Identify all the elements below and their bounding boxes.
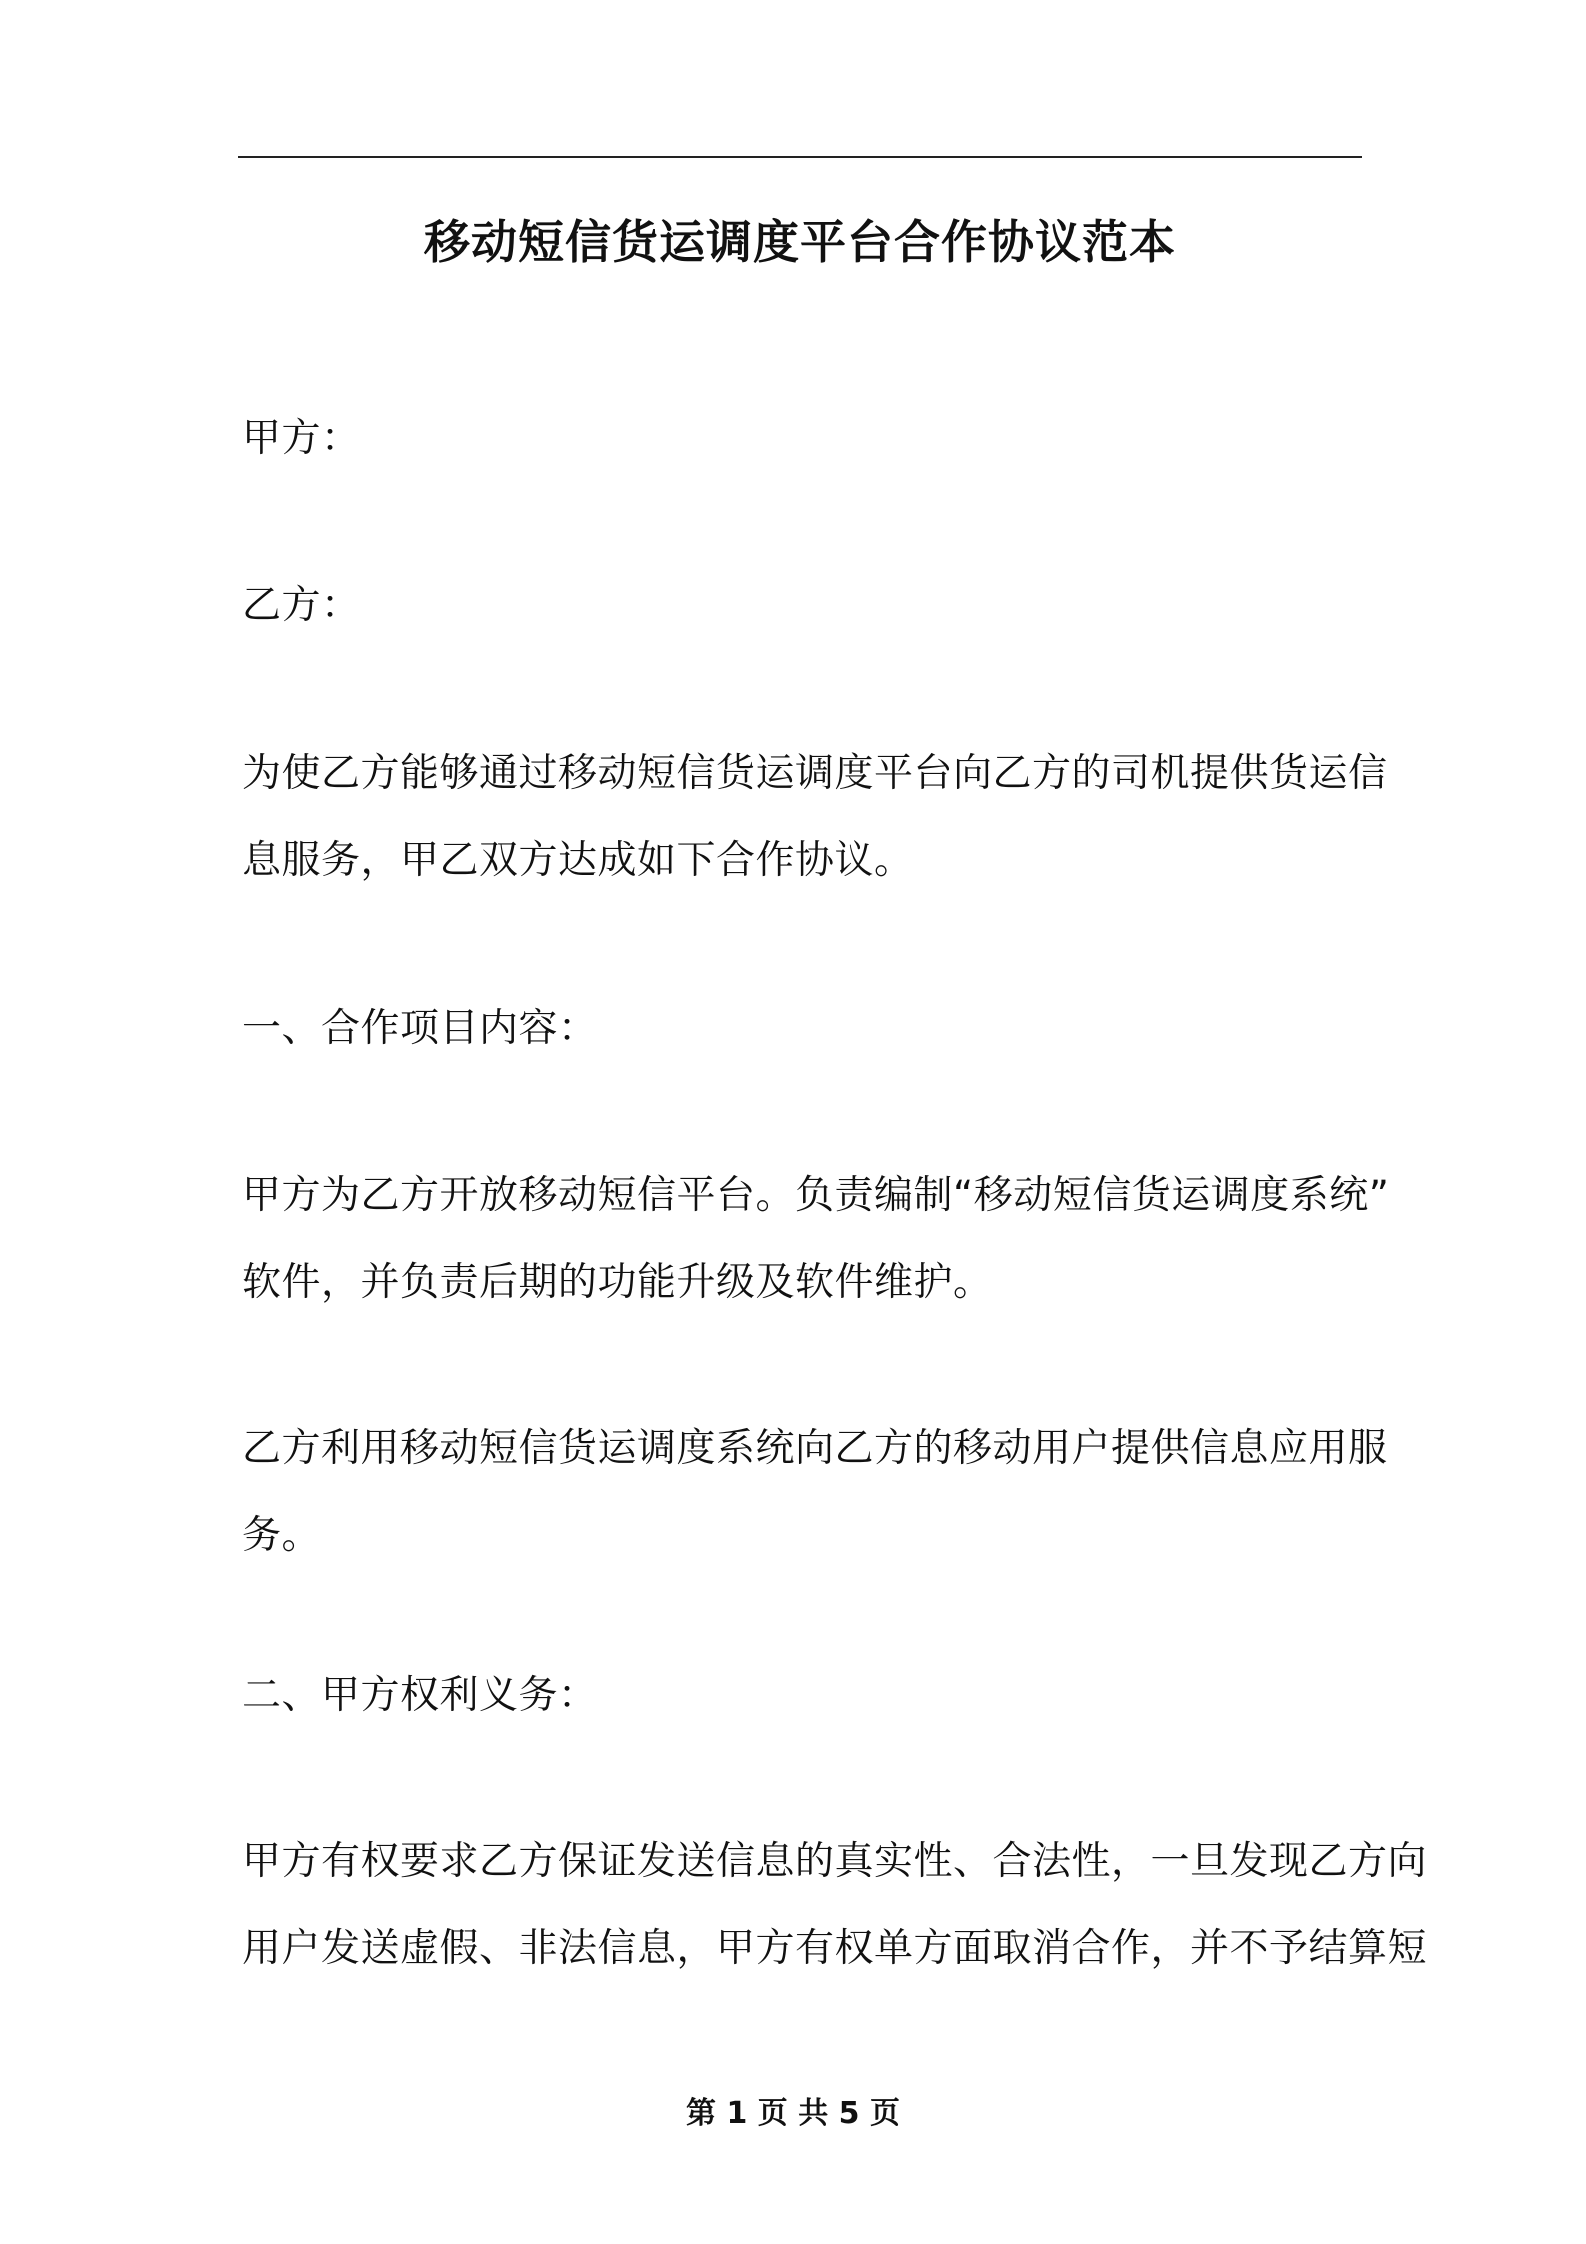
section-2-heading: 二、甲方权利义务： [242, 1673, 598, 1718]
section-1-paragraph-1 [242, 1152, 1390, 1326]
s1p2-line-2: 务。 [242, 1513, 322, 1558]
party-b-label: 乙方： [242, 583, 361, 628]
intro-paragraph [242, 730, 1388, 904]
party-a-field [242, 395, 1366, 482]
page-footer [0, 2094, 1586, 2134]
section-2-heading-block [242, 1652, 1366, 1739]
s1p1-line-2: 软件，并负责后期的功能升级及软件维护。 [242, 1260, 993, 1305]
header-divider [238, 156, 1362, 158]
s2p1-line-1: 甲方有权要求乙方保证发送信息的真实性、合法性，一旦发现乙方向 [242, 1839, 1428, 1884]
party-b-field [242, 562, 1366, 649]
s1p1-line-1: 甲方为乙方开放移动短信平台。负责编制“移动短信货运调度系统” [242, 1173, 1390, 1218]
s2p1-line-2: 用户发送虚假、非法信息，甲方有权单方面取消合作，并不予结算短 [242, 1926, 1428, 1971]
section-1-heading: 一、合作项目内容： [242, 1006, 598, 1051]
section-1-heading-block [242, 985, 1366, 1072]
section-2-paragraph-1 [242, 1818, 1428, 1992]
intro-line-1: 为使乙方能够通过移动短信货运调度平台向乙方的司机提供货运信 [242, 751, 1388, 796]
intro-line-2: 息服务，甲乙双方达成如下合作协议。 [242, 838, 914, 883]
s1p2-line-1: 乙方利用移动短信货运调度系统向乙方的移动用户提供信息应用服 [242, 1426, 1388, 1471]
section-1-paragraph-2 [242, 1405, 1388, 1579]
document-title: 移动短信货运调度平台合作协议范本 [424, 215, 1176, 269]
page-number-label: 第 1 页 共 5 页 [686, 2096, 900, 2131]
party-a-label: 甲方： [242, 416, 361, 461]
